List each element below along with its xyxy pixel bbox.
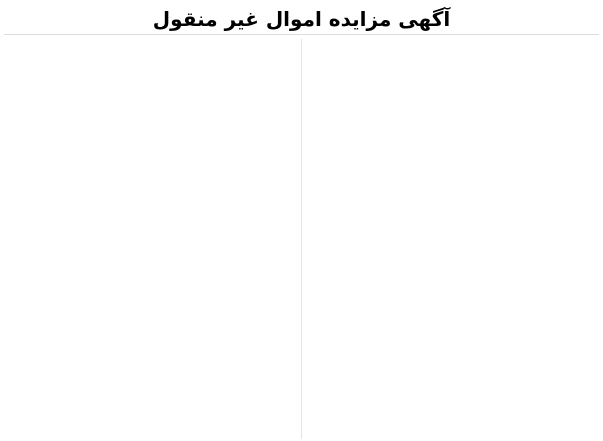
notice-title: آگهی مزایده اموال غیر منقول bbox=[152, 7, 451, 31]
right-column-text bbox=[308, 39, 599, 439]
column-divider bbox=[301, 39, 302, 439]
notice-body bbox=[4, 39, 599, 439]
title-bar bbox=[4, 4, 599, 35]
footer bbox=[4, 79, 295, 137]
left-column bbox=[4, 39, 295, 439]
